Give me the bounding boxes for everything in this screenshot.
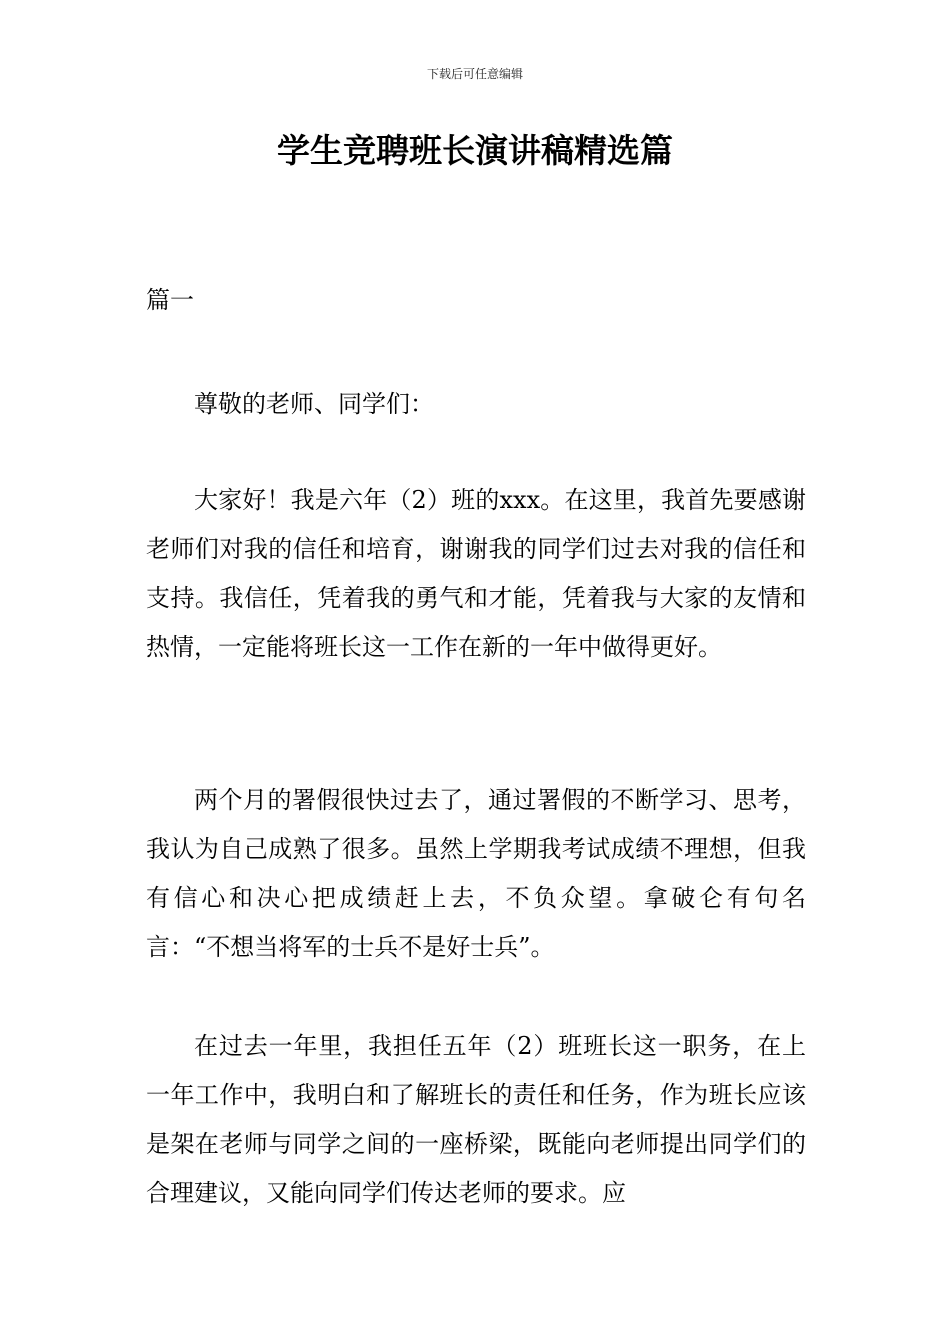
- salutation: 尊敬的老师、同学们：: [194, 390, 434, 418]
- paragraph: 在过去一年里，我担任五年（2）班班长这一职务，在上一年工作中，我明白和了解班长的责任和任务，作为班长应该是架在老师与同学之间的一座桥梁，既能向老师提出同学们的合理建议，又能向同学们传达老师的要求。应: [146, 1032, 806, 1207]
- header-note: 下载后可任意编辑: [426, 67, 523, 81]
- document-title: 学生竞聘班长演讲稿精选篇: [277, 131, 673, 170]
- paragraph: 两个月的署假很快过去了，通过署假的不断学习、思考，我认为自己成熟了很多。虽然上学期我考试成绩不理想，但我有信心和决心把成绩赶上去，不负众望。拿破仑有句名言：“不想当将军的士兵不是好士兵”。: [146, 786, 806, 961]
- section-label: 篇一: [146, 286, 194, 314]
- paragraph: 大家好！我是六年（2）班的xxx。在这里，我首先要感谢老师们对我的信任和培育，谢谢我的同学们过去对我的信任和支持。我信任，凭着我的勇气和才能，凭着我与大家的友情和热情，一定能将班长这一工作在新的一年中做得更好。: [146, 486, 806, 661]
